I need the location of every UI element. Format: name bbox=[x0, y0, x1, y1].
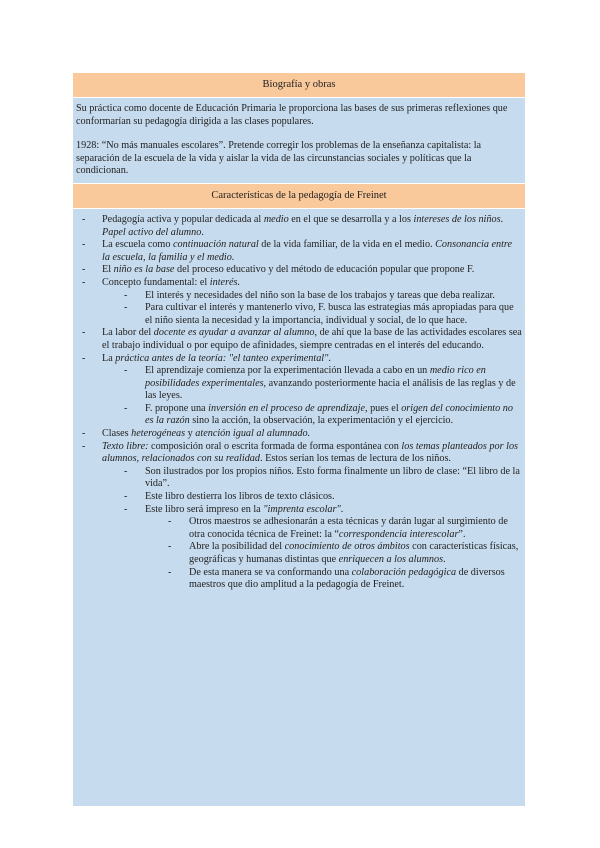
list-item bbox=[76, 353, 522, 366]
text: de diversos maestros que dio amplitud a la pedagogía de Freinet. bbox=[189, 566, 505, 591]
text: El aprendizaje comienza por la experimentación llevada a cabo en un bbox=[145, 365, 430, 377]
list-item bbox=[76, 264, 522, 277]
italic-text: medio bbox=[263, 213, 289, 225]
text: Este libro será impreso en la bbox=[145, 503, 264, 515]
text: con características físicas, geográficas y humanas distintas que bbox=[189, 541, 519, 565]
text: . Estos serían los temas de lectura de los niños. bbox=[260, 453, 451, 465]
italic-text: docente es ayudar a avanzar al alumno bbox=[153, 327, 315, 339]
italic-text: medio rico en posibilidades experimentales, bbox=[145, 365, 486, 389]
text: La escuela como bbox=[102, 239, 173, 251]
text: Son ilustrados por los propios niños. Esto forma finalmente un libro de clase: “El libro de la vida”. bbox=[145, 465, 520, 490]
italic-text: atención igual al alumnado. bbox=[195, 428, 311, 440]
text: sino la acción, la observación, la experimentación y el ejercicio. bbox=[189, 415, 454, 427]
list-bullet: - bbox=[168, 541, 172, 553]
italic-text: "imprenta escolar" bbox=[263, 503, 341, 515]
list-item bbox=[76, 277, 522, 290]
biography-paragraph-1: Su práctica como docente de Educación Primaria le proporciona las bases de sus primeras reflexiones que conformarían su pedagogía dirigida a las clases populares. bbox=[76, 103, 508, 127]
characteristics-list bbox=[76, 214, 522, 592]
list-item bbox=[76, 466, 522, 491]
text: . bbox=[500, 213, 504, 225]
list-bullet: - bbox=[168, 566, 172, 578]
text: F. propone una bbox=[145, 402, 209, 414]
list-bullet: - bbox=[124, 302, 128, 314]
italic-text: origen del conocimiento no es la razón bbox=[145, 402, 513, 427]
text: De esta manera se va conformando una bbox=[189, 566, 352, 578]
text: del proceso educativo y del método de educación popular que propone F. bbox=[174, 264, 475, 276]
list-item bbox=[76, 491, 522, 504]
text: El bbox=[102, 264, 114, 276]
text: Este libro destierra los libros de texto clásicos. bbox=[145, 491, 335, 503]
text: Abre la posibilidad del bbox=[189, 541, 285, 553]
text: . bbox=[201, 226, 204, 238]
list-item bbox=[76, 441, 522, 466]
list-bullet: - bbox=[124, 503, 128, 515]
text: El interés y necesidades del niño son la base de los trabajos y tareas que deba realizar. bbox=[145, 289, 495, 301]
text: , de ahí que la base de las actividades escolares sea el trabajo individual o por equipo de afinidades, siempre centradas en el interés del educando. bbox=[102, 327, 522, 351]
italic-text: colaboración pedagógica bbox=[351, 566, 457, 578]
list-item bbox=[76, 214, 522, 239]
list-bullet: - bbox=[124, 365, 128, 377]
list-bullet: - bbox=[124, 402, 128, 414]
document-table bbox=[73, 73, 525, 807]
italic-text: correspondencia interescolar bbox=[338, 528, 459, 540]
text: , pues el bbox=[364, 402, 402, 414]
section-characteristics-title: Características de la pedagogía de Freinet bbox=[73, 183, 525, 208]
italic-text: práctica antes de la teoría: "el tanteo experimental" bbox=[115, 352, 329, 364]
list-item bbox=[76, 365, 522, 403]
text: La bbox=[102, 352, 116, 364]
text: La labor del bbox=[102, 327, 154, 339]
italic-text: Consonancia entre la escuela, la familia y el medio. bbox=[102, 239, 513, 263]
list-bullet: - bbox=[82, 239, 86, 251]
text: Para cultivar el interés y mantenerlo vivo, F. busca las estrategias más apropiadas para que el niño sienta la necesidad y la importancia, individual y social, de lo que hace. bbox=[145, 302, 514, 326]
list-item bbox=[76, 541, 522, 566]
list-bullet: - bbox=[82, 327, 86, 339]
list-bullet: - bbox=[124, 465, 128, 477]
text: Otros maestros se adhesionarán a esta técnicas y darán lugar al surgimiento de otra conocida técnica de Freinet: la “ bbox=[189, 516, 508, 540]
text: . bbox=[328, 352, 331, 364]
list-bullet: - bbox=[168, 516, 172, 528]
list-item bbox=[76, 504, 522, 517]
text: de la vida familiar, de la vida en el medio. bbox=[258, 239, 436, 251]
text: ”. bbox=[458, 528, 466, 540]
italic-text: enriquecen a los alumnos bbox=[338, 554, 444, 565]
text: en el que se desarrolla y a los bbox=[288, 213, 414, 225]
list-bullet: - bbox=[82, 276, 86, 288]
list-item bbox=[76, 567, 522, 592]
italic-text: los temas planteados por los alumnos, relacionados con su realidad bbox=[102, 440, 519, 465]
list-item bbox=[76, 290, 522, 303]
text: Clases bbox=[102, 428, 132, 440]
italic-text: intereses de los niños bbox=[413, 213, 501, 225]
list-bullet: - bbox=[82, 213, 86, 225]
list-bullet: - bbox=[82, 428, 86, 440]
italic-text: niño es la base bbox=[113, 264, 175, 276]
list-item bbox=[76, 239, 522, 264]
list-bullet: - bbox=[82, 440, 86, 452]
text: Concepto fundamental: el bbox=[102, 276, 210, 288]
section-biography-title: Biografía y obras bbox=[73, 73, 525, 98]
list-bullet: - bbox=[82, 352, 86, 364]
list-item bbox=[76, 302, 522, 327]
text: . bbox=[340, 503, 344, 515]
section-biography-body bbox=[73, 98, 525, 184]
text: . bbox=[443, 554, 446, 565]
italic-text: inversión en el proceso de aprendizaje bbox=[208, 402, 365, 414]
italic-text: heterogéneas bbox=[131, 428, 186, 440]
section-characteristics-body bbox=[73, 208, 525, 806]
italic-text: interés. bbox=[209, 276, 241, 288]
list-item bbox=[76, 428, 522, 441]
text: avanzando posteriormente hacia el análisis de las reglas y de las leyes. bbox=[145, 377, 516, 402]
text: Pedagogía activa y popular dedicada al bbox=[102, 213, 264, 225]
list-item bbox=[76, 516, 522, 541]
text: y bbox=[185, 428, 196, 440]
italic-text: Papel activo del alumno bbox=[102, 226, 202, 238]
italic-text: continuación natural bbox=[173, 239, 259, 251]
list-bullet: - bbox=[124, 289, 128, 301]
list-bullet: - bbox=[82, 264, 86, 276]
text: composición oral o escrita formada de forma espontánea con bbox=[148, 440, 402, 452]
biography-paragraph-2: 1928: “No más manuales escolares”. Pretende corregir los problemas de la enseñanza capitalista: la separación de la escuela de la vida y aislar la vida de las circunstancias sociales y políticas que la condicionan. bbox=[76, 140, 482, 177]
italic-text: conocimiento de otros ámbitos bbox=[284, 541, 410, 553]
list-bullet: - bbox=[124, 491, 128, 503]
italic-text: Texto libre: bbox=[102, 440, 149, 452]
list-item bbox=[76, 403, 522, 428]
list-item bbox=[76, 327, 522, 352]
